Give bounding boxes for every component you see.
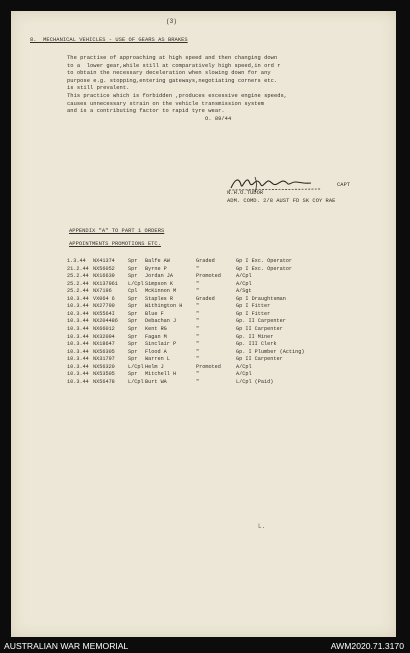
cell-service-number: NX56305 (93, 348, 115, 355)
cell-service-number: NX32094 (93, 333, 115, 340)
cell-name: Staples R (145, 295, 174, 302)
body-line: and is a contributing factor to rapid tyre wear. (67, 108, 225, 115)
cell-action: Promoted (196, 273, 221, 280)
signatory-appointment: ADM. COMD. 2/8 AUST FD SK COY RAE (227, 198, 336, 204)
footer-institution: AUSTRALIAN WAR MEMORIAL (4, 641, 129, 651)
cell-result: A/Cpl (236, 280, 252, 287)
cell-action: Graded (196, 295, 215, 302)
cell-date: 25.2.44 (67, 280, 89, 287)
page-mark: L. (258, 523, 266, 530)
cell-name: Jordan JA (145, 273, 174, 280)
cell-action: " (196, 378, 200, 385)
cell-result: Gp. III Clerk (236, 341, 277, 348)
cell-name: Flood A (145, 348, 167, 355)
body-line: purpose e.g. stopping,entering gateways,negotiating corners etc. (67, 77, 278, 84)
cell-action: " (196, 265, 200, 272)
cell-date: 10.3.44 (67, 318, 89, 325)
cell-service-number: VX064 6 (93, 295, 115, 302)
cell-rank: Spr (128, 303, 138, 310)
cell-result: A/Sgt (236, 288, 252, 295)
cell-result: Gp II Carpenter (236, 325, 283, 332)
cell-name: Fagan M (145, 333, 167, 340)
cell-result: Gp I Fitter (236, 310, 271, 317)
body-line: This practice which is forbidden ,produces excessive engine speeds, (67, 93, 288, 99)
cell-rank: Spr (128, 333, 138, 340)
cell-result: A/Cpl (236, 371, 252, 378)
document-page (11, 11, 396, 637)
cell-action: " (196, 348, 200, 355)
cell-action: Graded (196, 258, 215, 264)
cell-name: Balfe AW (145, 258, 170, 264)
cell-rank: Spr (128, 258, 138, 264)
cell-service-number: NX7196 (93, 288, 112, 295)
cell-date: 25.2.44 (67, 288, 89, 295)
cell-date: 10.3.44 (67, 363, 89, 370)
cell-rank: L/Cpl (128, 363, 144, 370)
cell-result: Gp. II Miner (236, 333, 274, 340)
cell-date: 10.3.44 (67, 348, 89, 355)
cell-rank: L/Cpl (128, 378, 144, 385)
cell-date: 10.3.44 (67, 295, 89, 302)
cell-date: 25.2.44 (67, 273, 89, 280)
cell-action: " (196, 303, 200, 310)
cell-name: Warren L (145, 356, 170, 363)
cell-name: Kent RG (145, 325, 167, 332)
cell-rank: Spr (128, 318, 138, 325)
cell-date: 10.3.44 (67, 333, 89, 340)
cell-date: 1.3.44 (67, 258, 86, 264)
cell-name: Byrne P (145, 265, 167, 272)
cell-action: " (196, 333, 200, 340)
cell-rank: Spr (128, 325, 138, 332)
cell-result: Gp I Fitter (236, 303, 271, 310)
cell-date: 10.3.44 (67, 341, 89, 348)
signatory-name: N.H.O.TUDOR (227, 190, 264, 196)
cell-service-number: NX16639 (93, 273, 115, 280)
signatory-rank: CAPT (337, 182, 351, 188)
cell-action: " (196, 288, 200, 295)
cell-name: Helm J (145, 363, 164, 370)
cell-name: Mitchell H (145, 371, 177, 378)
cell-service-number: NX27790 (93, 303, 115, 310)
cell-rank: Spr (128, 356, 138, 363)
cell-rank: Spr (128, 310, 138, 317)
cell-name: McKinnon M (145, 288, 177, 295)
body-line: causes unnecessary strain on the vehicle transmission system (67, 100, 265, 107)
cell-date: 10.3.44 (67, 371, 89, 378)
cell-service-number: NX53505 (93, 371, 115, 378)
cell-result: Gp. I Plumber (Acting) (236, 348, 305, 355)
cell-name: Blue F (145, 310, 164, 317)
body-line: O. 89/44 (67, 115, 232, 122)
cell-action: " (196, 341, 200, 348)
body-line: The practise of approaching at high speed and then changing down (67, 55, 278, 61)
cell-service-number: NX31797 (93, 356, 115, 363)
body-line: to obtain the necessary deceleration when slowing down for any (67, 70, 271, 77)
cell-service-number: NX137961 (93, 280, 118, 287)
cell-name: Burt WA (145, 378, 167, 385)
cell-result: Gp I Exc. Operator (236, 258, 293, 264)
cell-date: 10.3.44 (67, 356, 89, 363)
cell-name: Debachan J (145, 318, 177, 325)
cell-name: Sinclair P (145, 341, 177, 348)
cell-result: Gp I Exc. Operator (236, 265, 293, 272)
cell-service-number: NX66012 (93, 325, 115, 332)
appendix-heading: APPENDIX "A" TO PART 1 ORDERS (69, 228, 165, 234)
cell-date: 10.3.44 (67, 310, 89, 317)
cell-result: L/Cpl (Paid) (236, 378, 274, 385)
cell-service-number: NX56478 (93, 378, 115, 385)
cell-action: Promoted (196, 363, 221, 370)
cell-service-number: NX56320 (93, 363, 115, 370)
cell-name: Simpson K (145, 280, 174, 287)
cell-rank: Spr (128, 371, 138, 378)
cell-result: Gp I Draughtsman (236, 295, 286, 302)
page-number: (3) (166, 18, 177, 25)
cell-service-number: NX56052 (93, 265, 115, 272)
cell-action: " (196, 310, 200, 317)
cell-rank: Spr (128, 341, 138, 348)
cell-date: 21.2.44 (67, 265, 89, 272)
cell-rank: L/Cpl (128, 280, 144, 287)
appointments-heading: APPOINTMENTS PROMOTIONS ETC. (69, 241, 161, 247)
cell-service-number: NX18647 (93, 341, 115, 348)
cell-rank: Spr (128, 273, 138, 280)
footer-accession-number: AWM2020.71.3170 (330, 641, 404, 651)
cell-result: A/Cpl (236, 363, 252, 370)
cell-service-number: NX204486 (93, 318, 118, 325)
cell-rank: Cpl (128, 288, 138, 295)
cell-action: " (196, 325, 200, 332)
cell-result: Gp. II Carpenter (236, 318, 286, 325)
cell-service-number: NX41374 (93, 258, 115, 264)
cell-date: 10.3.44 (67, 378, 89, 385)
cell-rank: Spr (128, 295, 138, 302)
cell-action: " (196, 318, 200, 325)
body-line: is still prevalent. (67, 85, 130, 92)
cell-action: " (196, 356, 200, 363)
cell-rank: Spr (128, 265, 138, 272)
cell-result: A/Cpl (236, 273, 252, 280)
cell-action: " (196, 371, 200, 378)
body-line: to a lower gear,while still at comparatively high speed,in ord r (67, 62, 281, 69)
cell-action: " (196, 280, 200, 287)
cell-service-number: NX5564I (93, 310, 115, 317)
cell-result: Gp II Carpenter (236, 356, 283, 363)
cell-rank: Spr (128, 348, 138, 355)
cell-name: Withington H (145, 303, 183, 310)
section-heading: 8. MECHANICAL VEHICLES - USE OF GEARS AS BRAKES (30, 37, 188, 43)
cell-date: 10.3.44 (67, 303, 89, 310)
cell-date: 10.3.44 (67, 325, 89, 332)
